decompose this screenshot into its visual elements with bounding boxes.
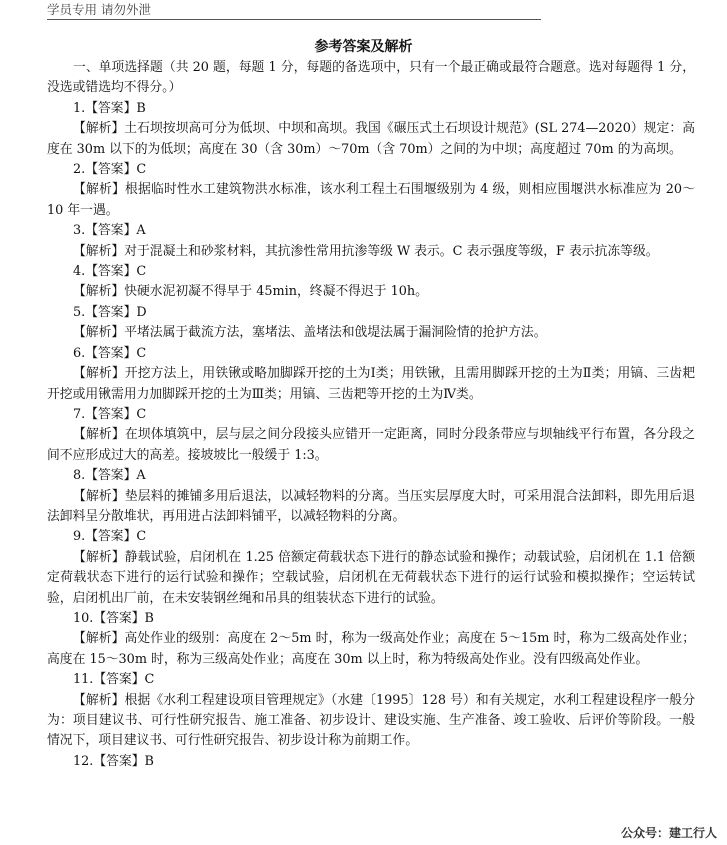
watermark-label: 公众号：建工行人 <box>620 826 717 840</box>
answer-line: 3.【答案】A <box>73 223 146 239</box>
analysis-paragraph: 【解析】在坝体填筑中，层与层之间分段接头应错开一定距离，同时分段条带应与坝轴线平行布置，各分段之间不应形成过大的高差。接坡坡比一般缓于 1:3。 <box>47 427 695 463</box>
answer-content <box>47 58 695 772</box>
answer-line: 8.【答案】A <box>73 468 146 484</box>
answer-line: 12.【答案】B <box>73 753 154 769</box>
header-note: 学员专用 请勿外泄 <box>47 2 151 17</box>
analysis-paragraph: 【解析】快硬水泥初凝不得早于 45min，终凝不得迟于 10h。 <box>73 284 428 300</box>
section-intro: 一、单项选择题（共 20 题，每题 1 分，每题的备选项中，只有一个最正确或最符合题意。选对每题得 1 分，没选或错选均不得分。） <box>47 60 695 96</box>
answer-line: 1.【答案】B <box>73 100 146 116</box>
answer-line: 10.【答案】B <box>73 610 154 626</box>
analysis-paragraph: 【解析】高处作业的级别：高度在 2～5m 时，称为一级高处作业；高度在 5～15m 时，称为二级高处作业；高度在 15～30m 时，称为三级高处作业；高度在 30m 以上时，称为特级高处作业。没有四级高处作业。 <box>47 631 695 667</box>
answer-line: 7.【答案】C <box>73 406 147 422</box>
answer-line: 2.【答案】C <box>73 162 147 178</box>
header-rule <box>47 19 541 20</box>
analysis-paragraph: 【解析】根据临时性水工建筑物洪水标准，该水利工程土石围堰级别为 4 级，则相应围堰洪水标准应为 20～10 年一遇。 <box>47 182 695 218</box>
answer-line: 4.【答案】C <box>73 264 147 280</box>
answer-line: 6.【答案】C <box>73 345 147 361</box>
analysis-paragraph: 【解析】平堵法属于截流方法，塞堵法、盖堵法和戗堤法属于漏洞险情的抢护方法。 <box>73 325 547 341</box>
analysis-paragraph: 【解析】根据《水利工程建设项目管理规定》（水建〔1995〕128 号）和有关规定，水利工程建设程序一般分为：项目建议书、可行性研究报告、施工准备、初步设计、建设实施、生产准备、竣工验收、后评价等阶段。一般情况下，项目建议书、可行性研究报告、初步设计称为前期工作。 <box>47 692 695 749</box>
analysis-paragraph: 【解析】静载试验，启闭机在 1.25 倍额定荷载状态下进行的静态试验和操作；动载试验，启闭机在 1.1 倍额定荷载状态下进行的运行试验和操作；空载试验，启闭机在无荷载状态下进行的运行试验和模拟操作；空运转试验，启闭机出厂前，在未安装钢丝绳和吊具的组装状态下进行的试验。 <box>47 549 695 606</box>
answer-line: 5.【答案】D <box>73 304 147 320</box>
answer-line: 11.【答案】C <box>73 672 155 688</box>
answer-line: 9.【答案】C <box>73 529 147 545</box>
analysis-paragraph: 【解析】开挖方法上，用铁锹或略加脚踩开挖的土为Ⅰ类；用铁锹，且需用脚踩开挖的土为Ⅱ类；用镐、三齿耙开挖或用锹需用力加脚踩开挖的土为Ⅲ类；用镐、三齿耙等开挖的土为Ⅳ类。 <box>47 366 695 402</box>
analysis-paragraph: 【解析】土石坝按坝高可分为低坝、中坝和高坝。我国《碾压式土石坝设计规范》(SL 274—2020）规定：高度在 30m 以下的为低坝；高度在 30（含 30m）～70m（含 70m）之间的为中坝；高度超过 70m 的为高坝。 <box>47 121 695 157</box>
analysis-paragraph: 【解析】对于混凝土和砂浆材料，其抗渗性常用抗渗等级 W 表示。C 表示强度等级，F 表示抗冻等级。 <box>73 243 659 259</box>
page-title: 参考答案及解析 <box>314 39 413 55</box>
analysis-paragraph: 【解析】垫层料的摊铺多用后退法，以减轻物料的分离。当压实层厚度大时，可采用混合法卸料，即先用后退法卸料呈分散堆状，再用进占法卸料铺平，以减轻物料的分离。 <box>47 488 695 524</box>
